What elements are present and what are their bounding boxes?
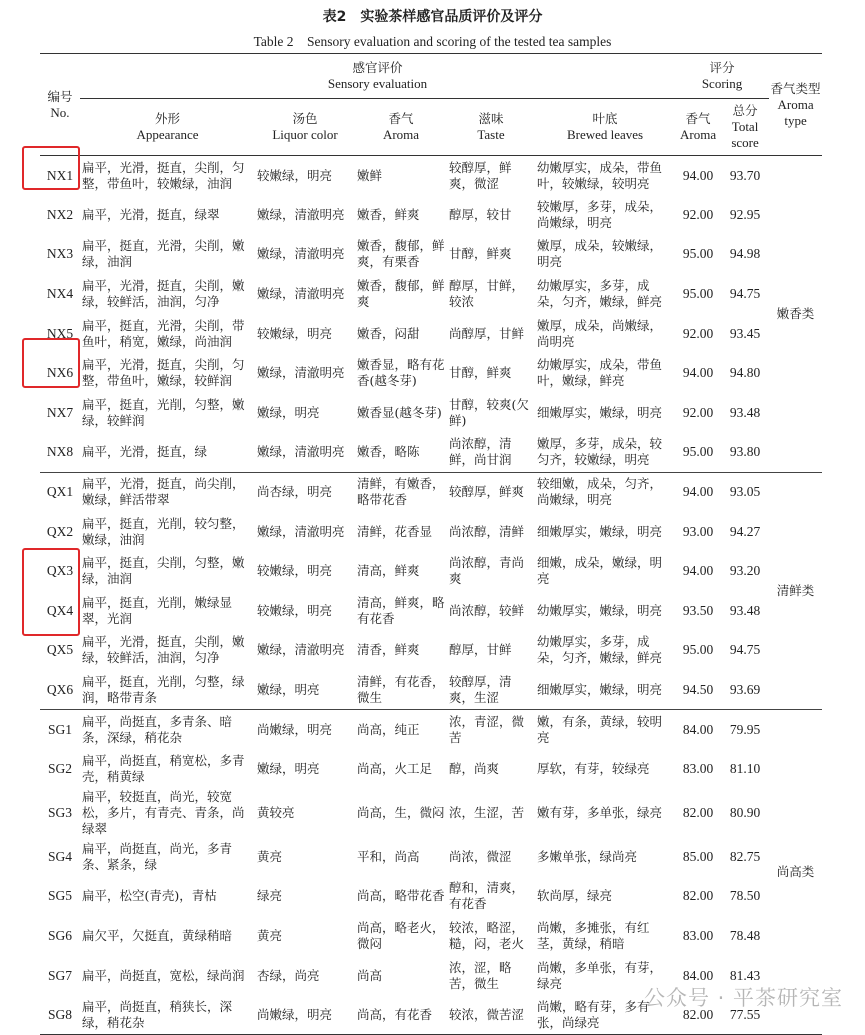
cell-aroma-score: 82.00 xyxy=(682,888,714,904)
table-row xyxy=(40,916,822,956)
cell-taste: 较醇厚，清爽，生涩 xyxy=(449,673,512,705)
table-row xyxy=(40,235,822,275)
cell-liquor: 嫩绿，明亮 xyxy=(257,761,320,777)
cell-total: 93.45 xyxy=(729,325,761,341)
cell-appearance: 扁平，挺直，光削，嫩绿显翠，光润 xyxy=(82,594,233,626)
header-leaves: 叶底 Brewed leaves xyxy=(535,99,675,156)
cell-aroma-score: 94.00 xyxy=(682,563,714,579)
cell-aroma-score: 82.00 xyxy=(682,1006,714,1022)
cell-aroma: 尚高，生，微闷 xyxy=(357,805,445,820)
cell-aroma-score: 94.00 xyxy=(682,365,714,381)
cell-liquor: 尚嫩绿，明亮 xyxy=(255,710,355,750)
cell-aroma: 尚高，纯正 xyxy=(355,710,447,750)
cell-aroma-score: 83.00 xyxy=(682,761,714,777)
cell-aroma-type: 尚高类 xyxy=(769,710,822,1035)
cell-leaves: 细嫩厚实，嫩绿，明亮 xyxy=(537,523,663,539)
cell-aroma: 嫩香，略陈 xyxy=(357,444,420,460)
cell-appearance: 扁平，尚挺直，尚光，多青条、紧条，绿 xyxy=(82,840,233,872)
cell-total: 94.80 xyxy=(729,365,761,381)
cell-taste: 尚醇厚，甘鲜 xyxy=(449,325,525,341)
cell-aroma-score: 94.00 xyxy=(682,167,714,183)
cell-total: 81.43 xyxy=(729,967,761,983)
cell-total: 78.50 xyxy=(729,888,761,904)
cell-total: 80.90 xyxy=(729,805,761,820)
cell-leaves: 幼嫩厚实，多芽，成朵，匀齐，嫩绿，鲜亮 xyxy=(537,634,663,666)
cell-total: 94.75 xyxy=(729,286,761,302)
cell-taste: 醇厚，甘鲜 xyxy=(449,642,512,658)
cell-no: SG3 xyxy=(47,805,72,820)
table-row xyxy=(40,433,822,473)
table-row xyxy=(40,472,822,512)
table-row xyxy=(40,631,822,671)
cell-total: 93.69 xyxy=(729,681,761,697)
cell-total: 94.98 xyxy=(729,246,761,262)
header-aroma-score: 香气 Aroma xyxy=(675,99,721,156)
cell-liquor: 嫩绿，清澈明亮 xyxy=(257,286,345,302)
cell-liquor: 嫩绿，清澈明亮 xyxy=(257,642,345,658)
cell-taste: 尚浓，微涩 xyxy=(449,848,512,864)
cell-no: SG7 xyxy=(47,967,72,983)
cell-appearance: 扁平，挺直，光削，较匀整，嫩绿，油润 xyxy=(82,515,245,547)
table-row xyxy=(40,789,822,837)
cell-aroma-score: 92.00 xyxy=(682,404,714,420)
cell-no: QX3 xyxy=(46,563,74,579)
cell-aroma-score: 94.00 xyxy=(675,472,721,512)
cell-taste: 醇，尚爽 xyxy=(449,761,500,777)
cell-no: NX8 xyxy=(46,444,74,460)
cell-no: QX4 xyxy=(46,602,74,618)
cell-no: SG6 xyxy=(47,927,72,943)
cell-taste: 甘醇，鲜爽 xyxy=(449,246,512,262)
cell-liquor: 尚杏绿，明亮 xyxy=(255,472,355,512)
cell-taste: 尚浓醇，较鲜 xyxy=(449,602,525,618)
cell-aroma: 尚高 xyxy=(357,967,383,983)
cell-appearance: 扁平，尚挺直，稍狭长，深绿，稍花杂 xyxy=(82,998,233,1030)
cell-aroma-type: 嫩香类 xyxy=(776,305,815,321)
cell-liquor: 杏绿，尚亮 xyxy=(257,967,320,983)
cell-liquor: 嫩绿，清澈明亮 xyxy=(257,523,345,539)
cell-taste: 浓，生涩，苦 xyxy=(449,805,525,820)
highlight-box-qx3-qx4 xyxy=(22,548,80,636)
cell-no: SG8 xyxy=(47,1006,72,1022)
cell-leaves: 幼嫩厚实，多芽，成朵，匀齐，嫩绿，鲜亮 xyxy=(537,278,663,310)
cell-aroma: 清鲜，花香显 xyxy=(357,523,433,539)
cell-aroma: 清鲜，有花香，微生 xyxy=(357,673,445,705)
cell-taste: 浓，涩，略苦，微生 xyxy=(449,959,512,991)
cell-taste: 较醇厚，鲜爽，微涩 xyxy=(449,159,512,191)
cell-taste: 较醇厚，鲜爽 xyxy=(447,472,535,512)
header-no: 编号 No. xyxy=(40,54,80,156)
cell-total: 94.75 xyxy=(729,642,761,658)
cell-taste: 尚浓醇，青尚爽 xyxy=(449,555,525,587)
cell-liquor: 较嫩绿，明亮 xyxy=(257,167,333,183)
cell-aroma: 嫩香，闷甜 xyxy=(357,325,420,341)
cell-appearance: 扁平，挺直，光削，匀整，绿润，略带青条 xyxy=(82,673,245,705)
cell-total: 77.55 xyxy=(729,1006,761,1022)
cell-leaves: 嫩，有条，黄绿，较明亮 xyxy=(535,710,675,750)
cell-aroma-score: 95.00 xyxy=(682,246,714,262)
cell-taste: 甘醇，鲜爽 xyxy=(449,365,512,381)
cell-appearance: 扁欠平，欠挺直，黄绿稍暗 xyxy=(82,927,233,943)
cell-total: 82.75 xyxy=(729,848,761,864)
cell-total: 93.80 xyxy=(729,444,761,460)
cell-total: 92.95 xyxy=(729,206,761,222)
cell-leaves: 厚软，有芽，较绿亮 xyxy=(537,761,650,777)
sensory-table xyxy=(40,53,822,1035)
cell-appearance: 扁平，尚挺直，稍宽松，多青壳，稍黄绿 xyxy=(82,753,245,785)
cell-taste: 较浓，略涩，糙，闷，老火 xyxy=(449,919,525,951)
cell-appearance: 扁平，光滑，挺直，尖削，嫩绿，较鲜活，油润，匀净 xyxy=(82,634,245,666)
table-row xyxy=(40,877,822,917)
cell-aroma: 清鲜，有嫩香，略带花香 xyxy=(355,472,447,512)
cell-no: QX5 xyxy=(46,642,74,658)
cell-no: SG4 xyxy=(47,848,72,864)
cell-liquor: 嫩绿，明亮 xyxy=(257,404,320,420)
cell-liquor: 嫩绿，清澈明亮 xyxy=(257,365,345,381)
cell-liquor: 黄亮 xyxy=(257,848,283,864)
cell-no: NX4 xyxy=(46,286,74,302)
cell-liquor: 嫩绿，清澈明亮 xyxy=(257,206,345,222)
cell-leaves: 嫩厚，成朵，较嫩绿，明亮 xyxy=(537,238,663,270)
cell-total: 93.20 xyxy=(729,563,761,579)
cell-leaves: 嫩厚，多芽，成朵，较匀齐，较嫩绿，明亮 xyxy=(537,436,663,468)
cell-total: 79.95 xyxy=(721,710,769,750)
cell-leaves: 幼嫩厚实，成朵，带鱼叶，嫩绿，鲜亮 xyxy=(537,357,663,389)
cell-total: 93.70 xyxy=(729,167,761,183)
cell-taste: 较浓，微苦涩 xyxy=(449,1006,525,1022)
cell-no: SG2 xyxy=(47,761,72,777)
table-row xyxy=(40,591,822,631)
cell-leaves: 嫩有芽，多单张，绿亮 xyxy=(537,805,663,820)
cell-taste: 尚浓醇，清鲜 xyxy=(449,523,525,539)
header-taste: 滋味 Taste xyxy=(447,99,535,156)
cell-aroma-score: 95.00 xyxy=(682,286,714,302)
cell-aroma-score: 94.50 xyxy=(682,681,714,697)
cell-liquor: 绿亮 xyxy=(257,888,283,904)
cell-taste: 尚浓醇，清鲜，尚甘润 xyxy=(449,436,512,468)
cell-appearance: 扁平，松空(青壳)，青枯 xyxy=(82,888,217,904)
cell-taste: 醇厚，甘鲜，较浓 xyxy=(449,278,525,310)
cell-aroma-score: 93.00 xyxy=(682,523,714,539)
cell-no: NX3 xyxy=(46,246,74,262)
table-row xyxy=(40,274,822,314)
highlight-box-nx6 xyxy=(22,338,80,388)
cell-leaves: 细嫩厚实，嫩绿，明亮 xyxy=(537,404,663,420)
cell-aroma: 嫩香，馥郁，鲜爽，有栗香 xyxy=(357,238,445,270)
cell-appearance: 扁平，尚挺直，宽松，绿尚润 xyxy=(82,967,245,983)
cell-liquor: 较嫩绿，明亮 xyxy=(257,602,333,618)
cell-aroma: 清香，鲜爽 xyxy=(357,642,420,658)
cell-appearance: 扁平，挺直，光滑，尖削，带鱼叶，稍宽，嫩绿，尚油润 xyxy=(82,317,245,349)
watermark: 公众号 · 平茶研究室 xyxy=(643,986,843,1010)
cell-leaves: 尚嫩，略有芽，多有张，尚绿亮 xyxy=(537,998,650,1030)
cell-leaves: 嫩厚，成朵，尚嫩绿，尚明亮 xyxy=(537,317,663,349)
cell-aroma: 嫩香，鲜爽 xyxy=(357,206,420,222)
cell-appearance: 扁平，光滑，挺直，尖削，嫩绿，较鲜活，油润，匀净 xyxy=(82,278,245,310)
table-row xyxy=(40,837,822,877)
cell-aroma-score: 95.00 xyxy=(682,642,714,658)
cell-leaves: 细嫩，成朵，嫩绿，明亮 xyxy=(537,555,663,587)
cell-aroma-score: 93.50 xyxy=(682,602,714,618)
cell-aroma: 嫩鲜 xyxy=(357,167,383,183)
cell-liquor: 嫩绿，明亮 xyxy=(257,681,320,697)
cell-aroma-score: 82.00 xyxy=(682,805,714,820)
header-total-score: 总分 Total score xyxy=(721,99,769,156)
cell-aroma-type: 清鲜类 xyxy=(769,472,822,710)
table-row xyxy=(40,353,822,393)
header-appearance: 外形 Appearance xyxy=(80,99,255,156)
cell-leaves: 多嫩单张，绿尚亮 xyxy=(537,848,638,864)
cell-aroma: 尚高，略带花香 xyxy=(357,888,445,904)
cell-appearance: 扁平，光滑，挺直，尖削，匀整，带鱼叶，较嫩绿，油润 xyxy=(82,159,245,191)
cell-total: 93.48 xyxy=(729,404,761,420)
cell-aroma-score: 92.00 xyxy=(682,325,714,341)
cell-no: SG1 xyxy=(40,710,80,750)
cell-appearance: 扁平，挺直，光削，匀整，嫩绿，较鲜润 xyxy=(82,396,245,428)
cell-liquor: 较嫩绿，明亮 xyxy=(257,563,333,579)
cell-appearance: 扁平，光滑，挺直，尖削，匀整，带鱼叶，嫩绿，较鲜润 xyxy=(82,357,245,389)
header-aroma: 香气 Aroma xyxy=(355,99,447,156)
cell-appearance: 扁平，挺直，光滑，尖削，嫩绿，油润 xyxy=(82,238,245,270)
cell-leaves: 幼嫩厚实，成朵，带鱼叶，较嫩绿，较明亮 xyxy=(537,159,663,191)
cell-no: NX1 xyxy=(46,167,74,183)
cell-taste: 醇和，清爽，有花香 xyxy=(449,880,525,912)
cell-aroma-score: 92.00 xyxy=(682,206,714,222)
cell-total: 93.05 xyxy=(721,472,769,512)
cell-no: SG5 xyxy=(47,888,72,904)
cell-total: 94.27 xyxy=(729,523,761,539)
cell-appearance: 扁平，光滑，挺直，尚尖削，嫩绿，鲜活带翠 xyxy=(80,472,255,512)
table-title-cn: 表2 实验茶样感官品质评价及评分 xyxy=(322,9,543,25)
cell-aroma: 清高，鲜爽，略有花香 xyxy=(357,594,445,626)
cell-aroma: 尚高，略老火，微闷 xyxy=(357,919,445,951)
cell-aroma-score: 84.00 xyxy=(675,710,721,750)
cell-aroma: 清高，鲜爽 xyxy=(357,563,420,579)
table-row xyxy=(40,710,822,750)
cell-appearance: 扁平，光滑，挺直，绿翠 xyxy=(82,206,220,222)
cell-no: NX5 xyxy=(46,325,74,341)
table-row xyxy=(40,393,822,433)
cell-total: 81.10 xyxy=(729,761,761,777)
cell-taste: 浓，青涩，微苦 xyxy=(447,710,535,750)
cell-leaves: 幼嫩厚实，嫩绿，明亮 xyxy=(537,602,663,618)
cell-leaves: 较嫩厚，多芽，成朵，尚嫩绿，明亮 xyxy=(537,198,663,230)
cell-leaves: 尚嫩，多单张，有芽，绿亮 xyxy=(537,959,663,991)
header-aroma-type: 香气类型 Aroma type xyxy=(769,54,822,156)
cell-aroma: 尚高，火工足 xyxy=(357,761,433,777)
cell-aroma-score: 83.00 xyxy=(682,927,714,943)
cell-no: NX6 xyxy=(46,365,74,381)
cell-aroma: 嫩香显(越冬芽) xyxy=(357,404,442,420)
cell-aroma: 嫩香，馥郁，鲜爽 xyxy=(357,278,445,310)
cell-aroma-score: 85.00 xyxy=(682,848,714,864)
cell-liquor: 尚嫩绿，明亮 xyxy=(257,1006,333,1022)
cell-liquor: 嫩绿，清澈明亮 xyxy=(257,444,345,460)
cell-appearance: 扁平，尚挺直，多青条、暗条，深绿，稍花杂 xyxy=(80,710,255,750)
cell-no: QX1 xyxy=(40,472,80,512)
cell-liquor: 黄较亮 xyxy=(257,805,295,820)
table-row xyxy=(40,314,822,354)
table-row xyxy=(40,156,822,196)
cell-aroma: 平和，尚高 xyxy=(357,848,420,864)
cell-appearance: 扁平，光滑，挺直，绿 xyxy=(82,444,208,460)
table-row xyxy=(40,551,822,591)
header-scoring: 评分 Scoring xyxy=(675,54,769,99)
cell-total: 78.48 xyxy=(729,927,761,943)
table-row xyxy=(40,749,822,789)
cell-appearance: 扁平，挺直，尖削，匀整，嫩绿，油润 xyxy=(82,555,245,587)
cell-aroma-score: 84.00 xyxy=(682,967,714,983)
cell-aroma-score: 95.00 xyxy=(682,444,714,460)
header-sensory: 感官评价 Sensory evaluation xyxy=(80,54,675,99)
cell-liquor: 较嫩绿，明亮 xyxy=(257,325,333,341)
cell-leaves: 细嫩厚实，嫩绿，明亮 xyxy=(537,681,663,697)
cell-leaves: 较细嫩，成朵，匀齐，尚嫩绿，明亮 xyxy=(535,472,675,512)
cell-leaves: 尚嫩，多摊张，有红茎，黄绿，稍暗 xyxy=(537,919,650,951)
table-row xyxy=(40,670,822,710)
table-row xyxy=(40,512,822,552)
cell-no: QX6 xyxy=(46,681,74,697)
cell-aroma: 嫩香显，略有花香(越冬芽) xyxy=(357,357,445,389)
cell-liquor: 嫩绿，清澈明亮 xyxy=(257,246,345,262)
highlight-box-nx1 xyxy=(22,146,80,190)
table-title-en: Table 2 Sensory evaluation and scoring of the tested tea samples xyxy=(253,34,612,49)
table-row xyxy=(40,195,822,235)
cell-total: 93.48 xyxy=(729,602,761,618)
cell-appearance: 扁平，较挺直，尚光，较宽松，多片，有青壳、青条，尚绿翠 xyxy=(82,789,245,836)
cell-no: NX7 xyxy=(46,404,74,420)
cell-liquor: 黄亮 xyxy=(257,927,283,943)
header-liquor: 汤色 Liquor color xyxy=(255,99,355,156)
cell-leaves: 软尚厚，绿亮 xyxy=(537,888,613,904)
cell-aroma: 尚高，有花香 xyxy=(357,1006,433,1022)
cell-no: NX2 xyxy=(46,206,74,222)
cell-taste: 醇厚，较甘 xyxy=(449,206,512,222)
cell-no: QX2 xyxy=(46,523,74,539)
cell-taste: 甘醇，较爽(欠鲜) xyxy=(449,396,529,428)
